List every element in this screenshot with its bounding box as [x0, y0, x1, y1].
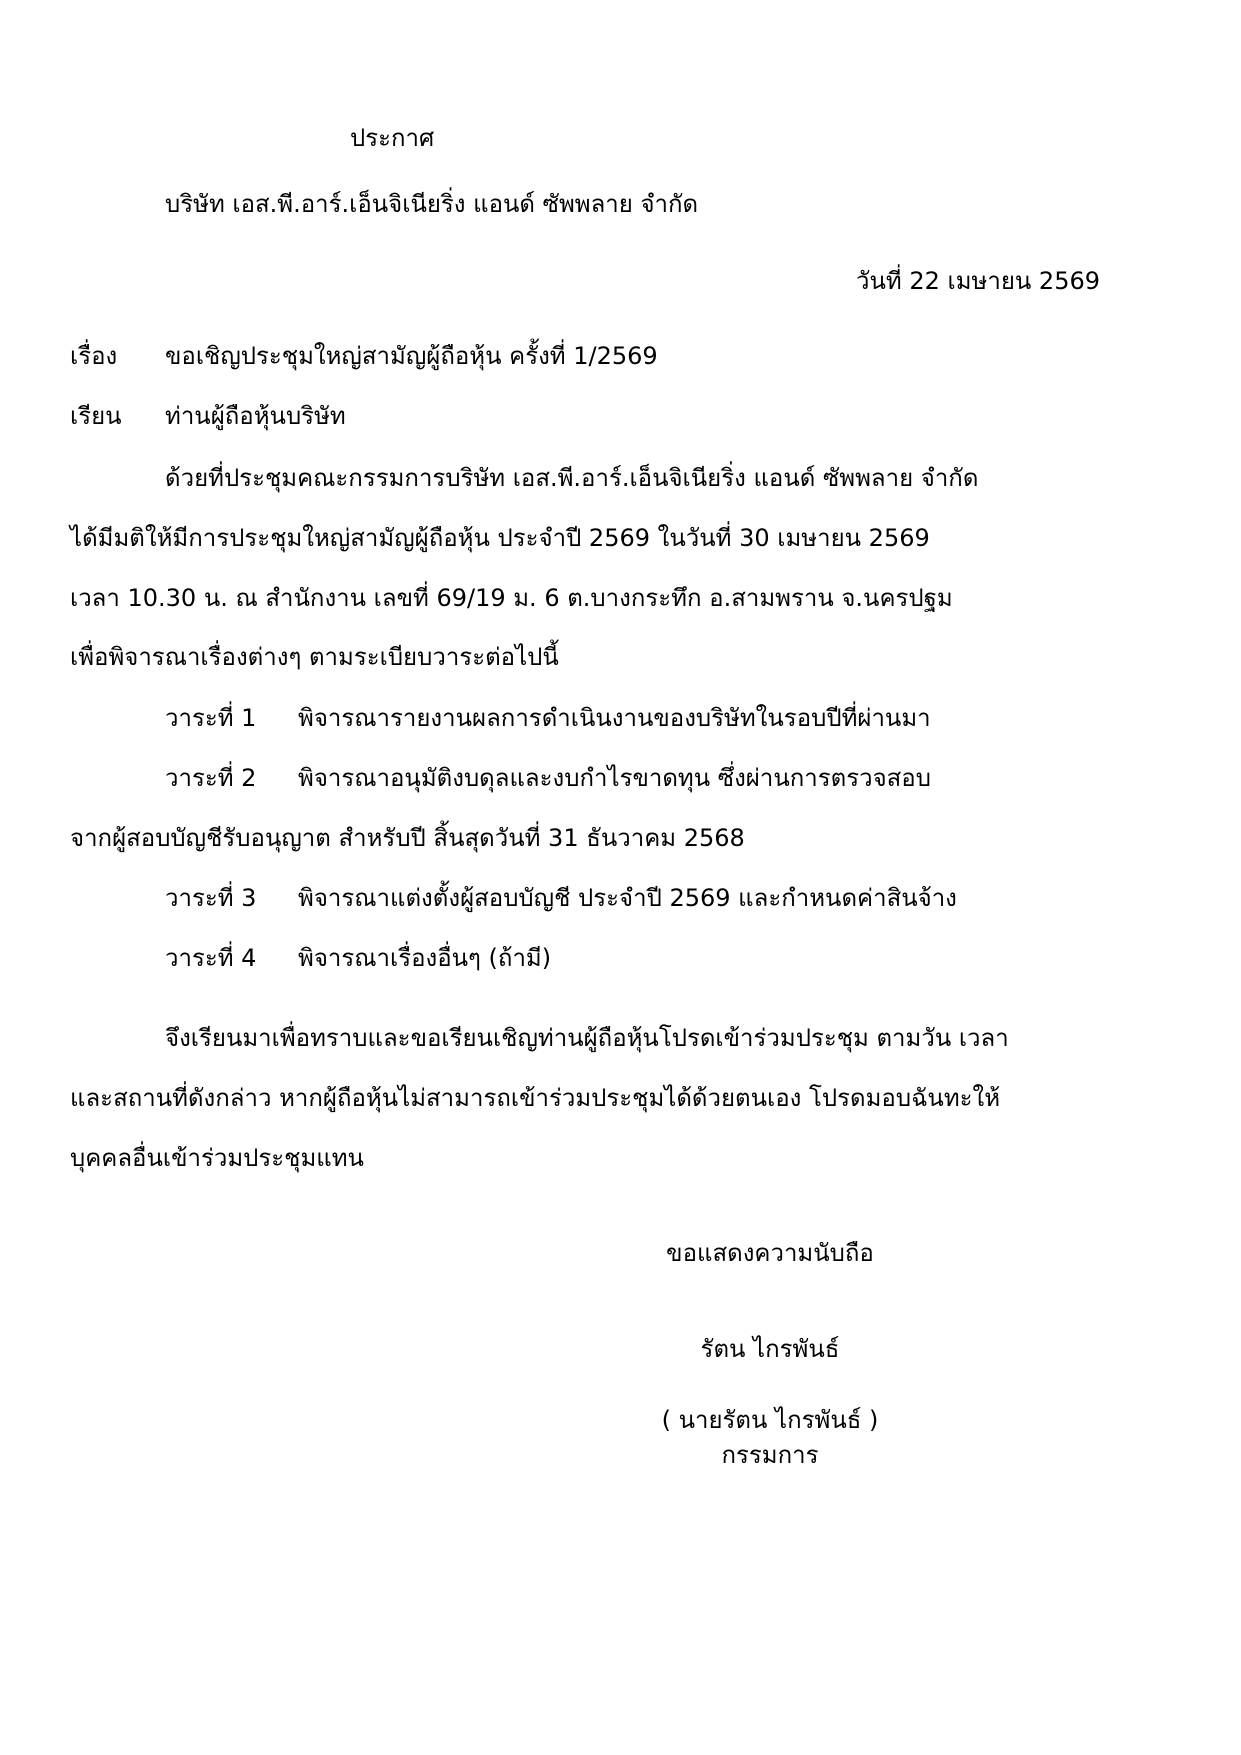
- document-heading: ประกาศ: [350, 124, 435, 152]
- agenda-number: วาระที่ 2: [165, 764, 257, 792]
- agenda-number: วาระที่ 4: [165, 944, 257, 972]
- agenda-text: พิจารณารายงานผลการดำเนินงานของบริษัทในรอบปีที่ผ่านมา: [298, 704, 931, 732]
- agenda-number: วาระที่ 3: [165, 884, 257, 912]
- recipient-label: เรียน: [70, 402, 122, 430]
- closing-paragraph-line: บุคคลอื่นเข้าร่วมประชุมแทน: [70, 1144, 364, 1172]
- agenda-text: พิจารณาเรื่องอื่นๆ (ถ้ามี): [298, 944, 552, 972]
- closing-salutation: ขอแสดงความนับถือ: [666, 1239, 874, 1267]
- intro-paragraph-line: เพื่อพิจารณาเรื่องต่างๆ ตามระเบียบวาระต่อไปนี้: [70, 643, 559, 671]
- intro-paragraph-line: ได้มีมติให้มีการประชุมใหญ่สามัญผู้ถือหุ้น ประจำปี 2569 ในวันที่ 30 เมษายน 2569: [70, 524, 930, 552]
- closing-paragraph-line: และสถานที่ดังกล่าว หากผู้ถือหุ้นไม่สามารถเข้าร่วมประชุมได้ด้วยตนเอง โปรดมอบฉันทะให้: [70, 1084, 1001, 1112]
- signature-name: รัตน ไกรพันธ์: [700, 1335, 840, 1363]
- intro-paragraph-line: เวลา 10.30 น. ณ สำนักงาน เลขที่ 69/19 ม. 6 ต.บางกระทึก อ.สามพราน จ.นครปฐม: [70, 584, 953, 612]
- agenda-number: วาระที่ 1: [165, 704, 257, 732]
- recipient-text: ท่านผู้ถือหุ้นบริษัท: [165, 402, 346, 430]
- signatory-full-name: ( นายรัตน ไกรพันธ์ ): [661, 1406, 879, 1434]
- agenda-text: พิจารณาแต่งตั้งผู้สอบบัญชี ประจำปี 2569 และกำหนดค่าสินจ้าง: [298, 884, 957, 912]
- subject-label: เรื่อง: [70, 342, 118, 370]
- signatory-position: กรรมการ: [721, 1441, 819, 1469]
- document-date: วันที่ 22 เมษายน 2569: [856, 267, 1100, 295]
- subject-text: ขอเชิญประชุมใหญ่สามัญผู้ถือหุ้น ครั้งที่ 1/2569: [165, 342, 658, 370]
- company-name: บริษัท เอส.พี.อาร์.เอ็นจิเนียริ่ง แอนด์ ซัพพลาย จำกัด: [165, 190, 699, 218]
- closing-paragraph-line: จึงเรียนมาเพื่อทราบและขอเรียนเชิญท่านผู้ถือหุ้นโปรดเข้าร่วมประชุม ตามวัน เวลา: [165, 1024, 1009, 1052]
- agenda-text: พิจารณาอนุมัติงบดุลและงบกำไรขาดทุน ซึ่งผ่านการตรวจสอบ: [298, 764, 931, 792]
- agenda-text-continuation: จากผู้สอบบัญชีรับอนุญาต สำหรับปี สิ้นสุดวันที่ 31 ธันวาคม 2568: [70, 824, 745, 852]
- intro-paragraph-line: ด้วยที่ประชุมคณะกรรมการบริษัท เอส.พี.อาร์.เอ็นจิเนียริ่ง แอนด์ ซัพพลาย จำกัด: [165, 464, 979, 492]
